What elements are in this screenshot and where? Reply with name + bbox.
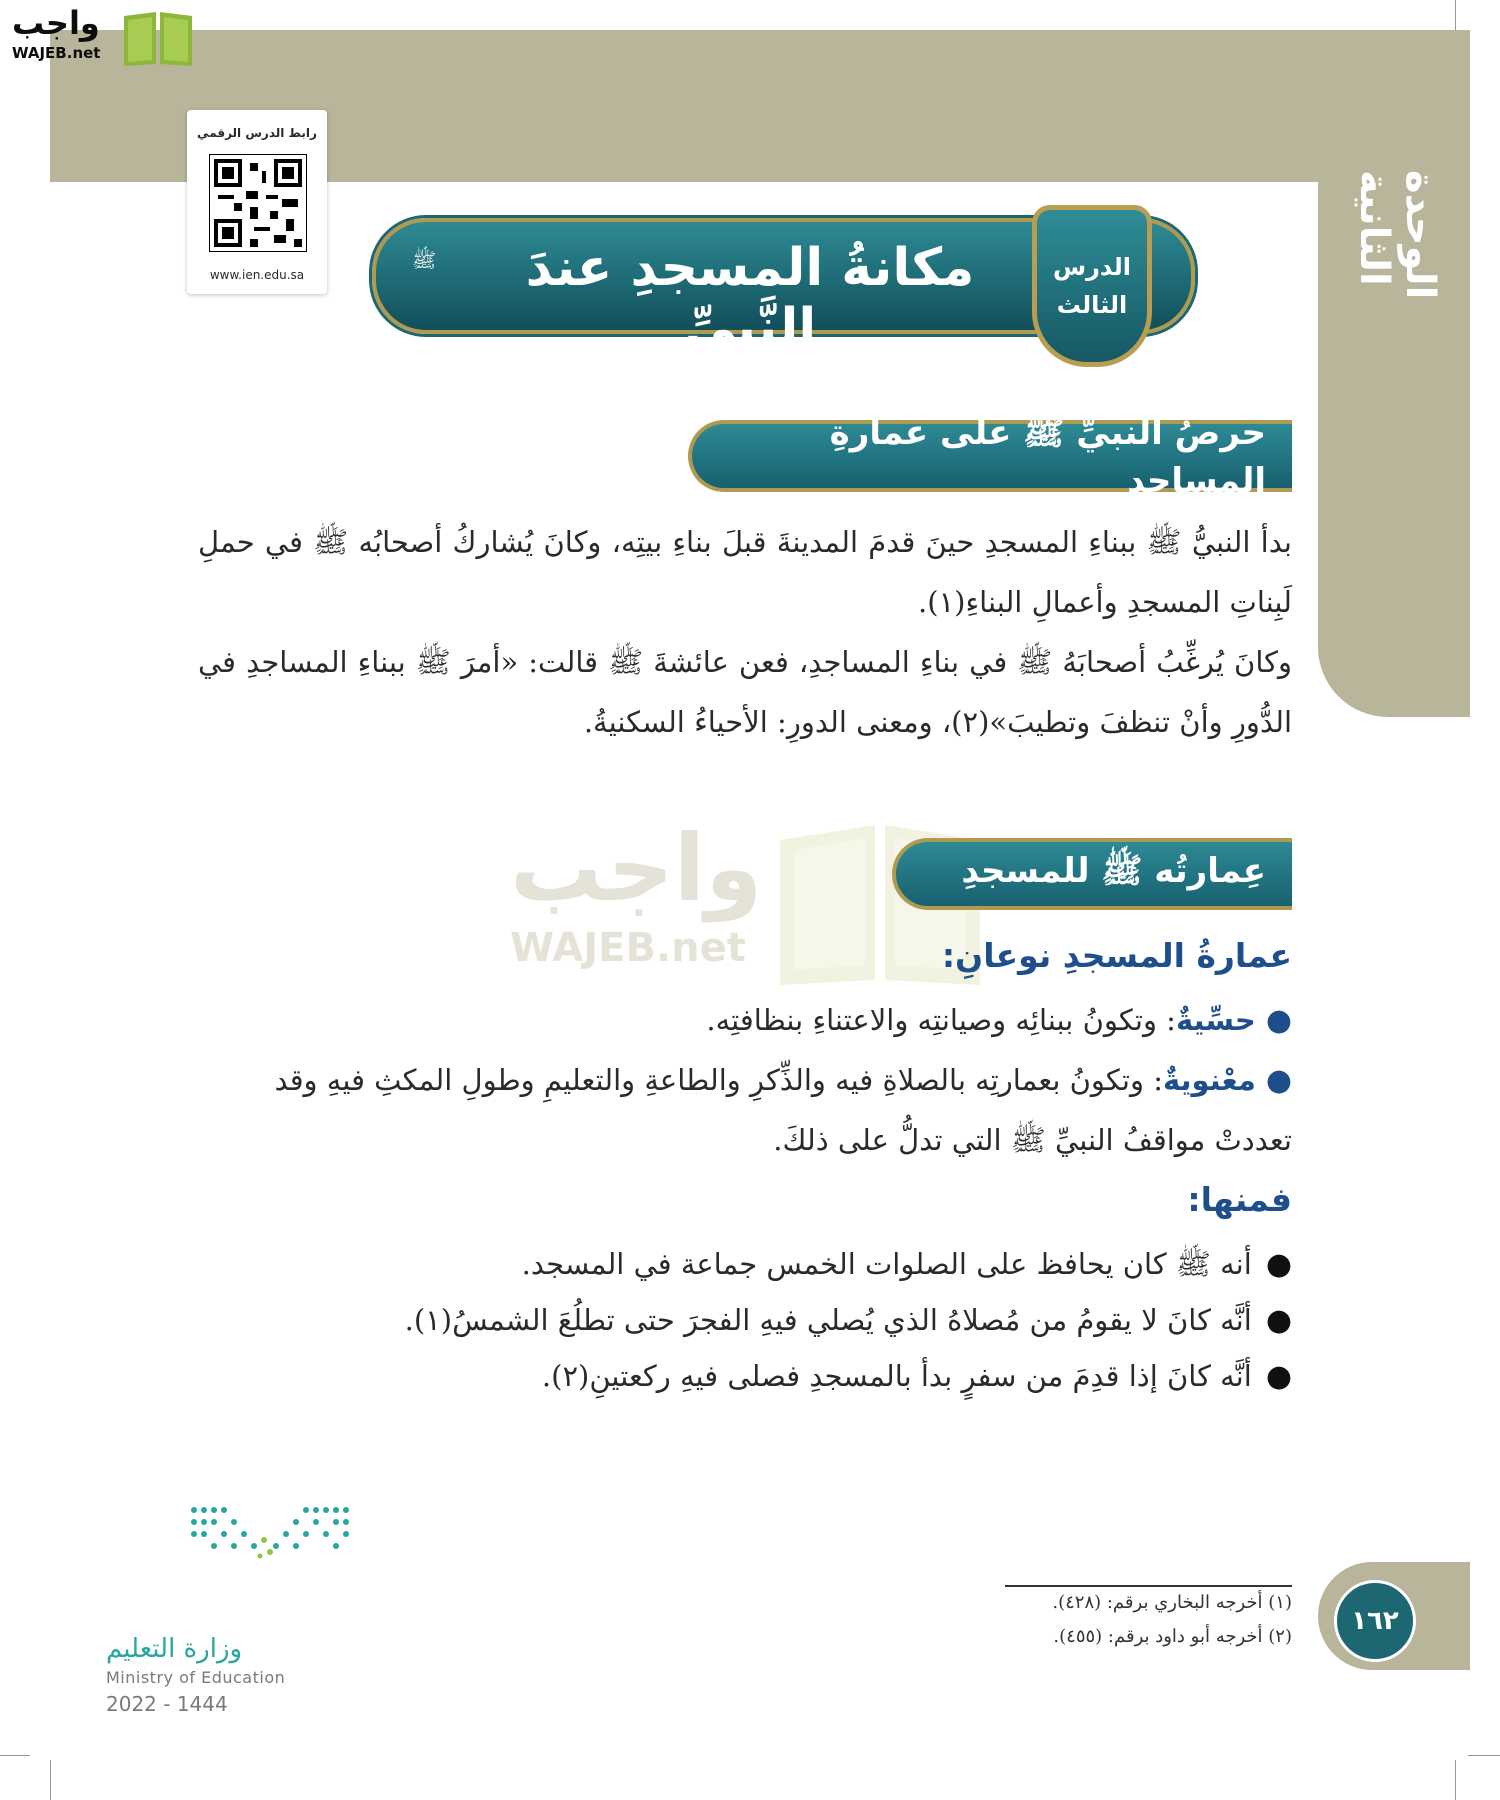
qr-label: رابط الدرس الرقمي [197,126,317,140]
ministry-logo [100,1500,370,1720]
crop-mark [0,1755,30,1756]
watermark-latin: WAJEB.net [510,925,746,971]
ministry-year: 2022 - 1444 [106,1692,228,1716]
book-icon [120,8,196,68]
qr-url[interactable]: www.ien.edu.sa [209,268,305,282]
list-item [202,1346,1292,1407]
section-heading: حرصُ النبيِّ ﷺ على عمارةِ المساجدِ [688,420,1292,492]
crop-mark [1455,1760,1456,1800]
footnote: (٢) أخرجه أبو داود برقم: (٤٥٥). [1053,1626,1292,1647]
bullet-icon: ● [1265,1063,1292,1098]
unit-title: الوحدة الثانية [1351,170,1443,300]
list-item [202,990,1292,1051]
type-label: حسِّيةٌ [1175,1003,1256,1037]
qr-code-icon[interactable] [209,154,307,252]
section-heading: عِمارتُه ﷺ للمسجدِ [892,838,1292,910]
list-item [202,1234,1292,1295]
wajeb-logo-arabic: واجب [12,4,100,42]
list-item [202,1290,1292,1351]
crop-mark [50,1760,51,1800]
type-text: : وتكونُ ببنائِه وصيانتِه والاعتناءِ بنظافتِه. [706,1003,1176,1037]
footnote: (١) أخرجه البخاري برقم: (٤٢٨). [1052,1592,1292,1613]
lesson-badge-number: الثالث [1056,291,1128,319]
paragraph: بدأ النبيُّ ﷺ ببناءِ المسجدِ حينَ قدمَ المدينةَ قبلَ بناءِ بيتِه، وكانَ يُشاركُ أصحابُه ﷺ في حملِ لَبِناتِ المسجدِ وأعمالِ البناءِ(١). [198,525,1292,619]
watermark-arabic: واجب [510,815,763,922]
type-text: : وتكونُ بعمارتِه بالصلاةِ فيه والذِّكرِ والطاعةِ والتعليمِ وطولِ المكثِ فيهِ وقد [274,1063,1163,1097]
subheading-among: فمنها: [1187,1180,1292,1219]
lesson-title: مكانةُ المسجدِ عندَ النَّبيِّ [525,238,975,358]
list-item-text: أنَّه كانَ لا يقومُ من مُصلاهُ الذي يُصلي فيهِ الفجرَ حتى تطلُعَ الشمسُ(١). [404,1303,1252,1337]
footnote-divider [1005,1585,1292,1587]
bullet-icon: ● [1265,1247,1292,1282]
ministry-name-arabic: وزارة التعليم [106,1634,243,1664]
lesson-pbuh-honorific: ﷺ [412,248,437,272]
list-item-text: أنه ﷺ كان يحافظ على الصلوات الخمس جماعة في المسجد. [521,1247,1252,1281]
type-label: معْنويةٌ [1162,1063,1256,1097]
crop-mark [1455,0,1456,30]
lesson-badge-label: الدرس [1052,253,1132,281]
page-number: ١٦٢ [1334,1580,1416,1662]
bullet-icon: ● [1265,1359,1292,1394]
subheading-types: عمارةُ المسجدِ نوعانِ: [941,936,1292,975]
paragraph: تعددتْ مواقفُ النبيِّ ﷺ التي تدلُّ على ذلكَ. [773,1123,1292,1157]
ministry-name-english: Ministry of Education [106,1668,286,1687]
wajeb-logo-latin: WAJEB.net [12,44,101,62]
list-item-text: أنَّه كانَ إذا قدِمَ من سفرٍ بدأ بالمسجدِ فصلى فيهِ ركعتينِ(٢). [541,1359,1252,1393]
qr-card[interactable] [187,110,327,294]
crop-mark [1468,1755,1500,1756]
lesson-number-badge [1032,205,1152,367]
wajeb-logo[interactable] [10,4,190,64]
ministry-dots-icon [186,1500,356,1560]
list-item [202,1050,1292,1111]
paragraph: وكانَ يُرغِّبُ أصحابَهُ ﷺ في بناءِ المساجدِ، فعن عائشةَ ﷺ قالت: «أمرَ ﷺ ببناءِ المساجدِ في الدُّورِ وأنْ تنظفَ وتطيبَ»(٢)، ومعنى الدورِ: الأحياءُ السكنيةُ. [198,645,1292,739]
bullet-icon: ● [1265,1303,1292,1338]
bullet-icon: ● [1265,1003,1292,1038]
